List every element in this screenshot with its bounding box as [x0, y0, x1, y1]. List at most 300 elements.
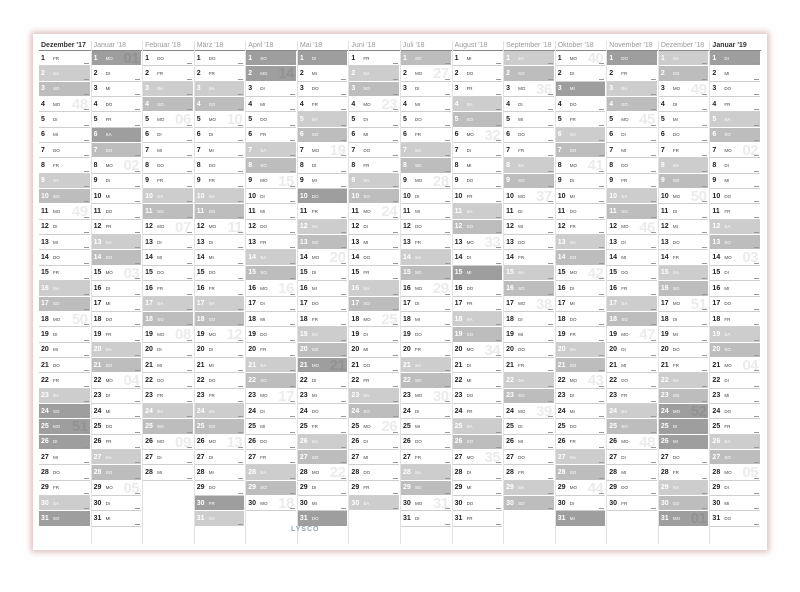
- weekday-label: MO: [672, 301, 681, 307]
- week-number: 05: [742, 465, 758, 481]
- day-number: 16: [351, 284, 360, 292]
- day-cell: [143, 389, 193, 404]
- note-line: [702, 171, 707, 172]
- weekday-label: SA: [672, 377, 679, 383]
- week-number: 27: [432, 66, 449, 82]
- day-cell: [143, 158, 193, 173]
- month-title: März '18: [195, 41, 246, 51]
- day-cell: [246, 496, 296, 511]
- day-number: 16: [506, 284, 514, 292]
- note-line: [84, 201, 89, 202]
- day-cell: [92, 97, 142, 112]
- week-number: 34: [484, 342, 501, 358]
- note-line: [393, 401, 398, 402]
- weekday-label: DO: [260, 224, 268, 230]
- day-number: 23: [403, 392, 411, 400]
- weekday-label: FR: [105, 439, 112, 445]
- note-line: [393, 79, 398, 80]
- day-cell: [607, 174, 657, 189]
- day-number: 17: [351, 300, 360, 308]
- weekday-label: SO: [518, 285, 525, 291]
- day-cell: [504, 297, 554, 312]
- note-line: [599, 201, 604, 202]
- day-cell: [504, 66, 554, 81]
- day-cell: [453, 327, 503, 342]
- note-line: [238, 155, 243, 156]
- day-cell: [143, 312, 193, 327]
- weekday-label: SO: [260, 270, 267, 276]
- day-cell: [298, 435, 348, 450]
- day-cell: [195, 82, 245, 97]
- note-line: [84, 416, 89, 417]
- weekday-label: DO: [363, 147, 371, 153]
- day-cell: [246, 82, 296, 97]
- weekday-label: FR: [569, 439, 576, 445]
- day-number: 3: [454, 85, 459, 93]
- day-number: 10: [609, 192, 618, 200]
- weekday-label: DI: [208, 132, 214, 138]
- day-number: 12: [506, 223, 514, 231]
- note-line: [702, 447, 707, 448]
- day-number: 25: [41, 422, 49, 430]
- day-number: 14: [93, 254, 102, 262]
- day-number: 22: [248, 376, 257, 384]
- day-cell: [504, 235, 554, 250]
- note-line: [702, 370, 707, 371]
- note-line: [341, 493, 346, 494]
- note-line: [702, 478, 707, 479]
- day-cell: [195, 419, 245, 434]
- note-line: [187, 63, 192, 64]
- day-cell: [92, 389, 142, 404]
- day-cell: [246, 51, 296, 66]
- note-line: [238, 386, 243, 387]
- month-title: Mai '18: [298, 41, 349, 51]
- week-number: 17: [278, 388, 294, 404]
- note-line: [445, 171, 450, 172]
- note-line: [754, 309, 759, 310]
- note-line: [135, 140, 140, 141]
- week-number: 02: [123, 158, 140, 174]
- weekday-label: MO: [466, 454, 474, 460]
- day-cell: [607, 112, 657, 127]
- day-cell: [401, 297, 451, 312]
- note-line: [548, 155, 553, 156]
- day-cell: [195, 51, 245, 66]
- note-line: [238, 201, 243, 202]
- weekday-label: DI: [53, 331, 58, 337]
- day-cell: [349, 450, 399, 465]
- day-cell: [659, 250, 709, 265]
- note-line: [599, 370, 604, 371]
- day-cell: [349, 281, 399, 296]
- note-line: [393, 94, 398, 95]
- note-line: [754, 171, 759, 172]
- note-line: [84, 524, 89, 525]
- weekday-label: SA: [311, 117, 318, 123]
- day-number: 21: [403, 361, 411, 369]
- weekday-label: SO: [53, 301, 60, 307]
- note-line: [754, 109, 759, 110]
- day-cell: [349, 343, 399, 358]
- day-cell: [453, 465, 503, 480]
- day-cell: [39, 66, 90, 81]
- weekday-label: MI: [621, 362, 627, 368]
- day-number: 30: [454, 499, 463, 507]
- day-number: 7: [248, 146, 253, 154]
- day-cell: [453, 496, 503, 511]
- note-line: [393, 340, 398, 341]
- day-number: 10: [299, 192, 308, 200]
- day-cell: [504, 312, 554, 327]
- day-cell: [195, 189, 245, 204]
- note-line: [238, 140, 243, 141]
- weekday-label: MI: [415, 316, 420, 322]
- weekday-label: DI: [415, 86, 420, 92]
- day-number: 12: [93, 223, 102, 231]
- weekday-label: SA: [363, 285, 370, 291]
- day-cell: [195, 373, 245, 388]
- weekday-label: SA: [157, 86, 164, 92]
- note-line: [187, 416, 192, 417]
- weekday-label: SA: [53, 285, 60, 291]
- weekday-label: DO: [621, 55, 629, 61]
- day-cell: [556, 511, 606, 526]
- weekday-label: MI: [724, 178, 730, 184]
- day-cell: [453, 281, 503, 296]
- day-cell: [504, 373, 554, 388]
- note-line: [445, 263, 450, 264]
- week-number: 11: [227, 219, 243, 236]
- note-line: [290, 94, 295, 95]
- weekday-label: DI: [466, 469, 472, 475]
- day-number: 2: [41, 70, 45, 78]
- day-number: 9: [41, 177, 45, 185]
- day-cell: [39, 450, 90, 465]
- day-cell: [710, 465, 760, 480]
- weekday-label: MI: [311, 71, 317, 77]
- day-number: 13: [609, 238, 618, 246]
- day-cell: [246, 358, 296, 373]
- day-cell: [401, 343, 451, 358]
- day-number: 26: [248, 438, 257, 446]
- weekday-label: MO: [363, 209, 371, 215]
- day-cell: [453, 450, 503, 465]
- day-number: 18: [93, 315, 102, 323]
- weekday-label: DI: [363, 117, 368, 123]
- day-number: 20: [557, 346, 566, 354]
- weekday-label: SO: [105, 469, 113, 475]
- day-cell: [92, 82, 142, 97]
- day-number: 4: [660, 100, 665, 108]
- day-number: 22: [557, 376, 566, 384]
- day-cell: [401, 358, 451, 373]
- day-number: 20: [196, 346, 205, 354]
- day-number: 24: [248, 407, 257, 415]
- day-number: 17: [557, 300, 566, 308]
- day-cell: [195, 450, 245, 465]
- note-line: [238, 109, 243, 110]
- day-number: 26: [557, 438, 566, 446]
- day-cell: [349, 389, 399, 404]
- day-cell: [401, 51, 451, 66]
- day-number: 7: [454, 146, 459, 154]
- note-line: [238, 324, 243, 325]
- day-cell: [195, 481, 245, 496]
- day-cell: [298, 389, 348, 404]
- day-number: 12: [454, 223, 463, 231]
- day-cell: [246, 419, 296, 434]
- day-cell: [710, 143, 760, 158]
- day-number: 28: [609, 468, 618, 476]
- day-cell: [504, 404, 554, 419]
- day-number: 6: [41, 131, 45, 139]
- note-line: [651, 416, 656, 417]
- month-column: [348, 41, 400, 544]
- day-cell: [453, 112, 503, 127]
- note-line: [135, 294, 140, 295]
- note-line: [290, 478, 295, 479]
- day-cell: [401, 281, 451, 296]
- note-line: [187, 355, 192, 356]
- day-number: 13: [248, 238, 257, 246]
- weekday-label: DI: [415, 301, 420, 307]
- weekday-label: DO: [569, 209, 577, 215]
- day-number: 5: [454, 116, 459, 124]
- note-line: [187, 401, 192, 402]
- week-number: 12: [226, 327, 243, 343]
- weekday-label: DO: [53, 469, 60, 475]
- day-cell: [39, 511, 90, 526]
- day-number: 15: [93, 269, 102, 277]
- day-number: 6: [196, 131, 201, 139]
- weekday-label: SO: [363, 193, 370, 199]
- day-number: 30: [506, 499, 514, 507]
- note-line: [651, 401, 656, 402]
- day-cell: [453, 174, 503, 189]
- weekday-label: SA: [724, 331, 731, 337]
- day-cell: [195, 312, 245, 327]
- weekday-label: DO: [157, 270, 164, 276]
- weekday-label: SO: [672, 178, 680, 184]
- weekday-label: SA: [311, 331, 318, 337]
- note-line: [290, 125, 295, 126]
- weekday-label: FR: [621, 393, 628, 399]
- note-line: [445, 386, 450, 387]
- note-line: [290, 370, 295, 371]
- weekday-label: DO: [415, 117, 422, 123]
- day-cell: [298, 97, 348, 112]
- day-number: 24: [712, 407, 721, 415]
- weekday-label: DO: [621, 270, 629, 276]
- weekday-label: MI: [415, 423, 420, 429]
- day-number: 17: [248, 300, 257, 308]
- day-number: 4: [454, 100, 459, 108]
- note-line: [393, 186, 398, 187]
- day-number: 16: [454, 284, 463, 292]
- note-line: [187, 324, 192, 325]
- day-cell: [710, 496, 760, 511]
- day-cell: [195, 327, 245, 342]
- day-number: 8: [299, 162, 304, 170]
- weekday-label: DI: [724, 55, 729, 61]
- day-cell: [659, 404, 709, 419]
- note-line: [290, 263, 295, 264]
- weekday-label: FR: [157, 285, 164, 291]
- note-line: [341, 125, 346, 126]
- day-cell: [195, 174, 245, 189]
- day-cell: [349, 250, 399, 265]
- day-cell: [195, 389, 245, 404]
- weekday-label: FR: [621, 178, 628, 184]
- day-cell: [401, 220, 451, 235]
- day-cell: [298, 266, 348, 281]
- day-cell: [556, 112, 606, 127]
- month-column: [452, 41, 504, 544]
- weekday-label: MO: [363, 423, 371, 429]
- day-number: 12: [557, 223, 566, 231]
- weekday-label: DO: [518, 454, 525, 460]
- day-cell: [401, 373, 451, 388]
- note-line: [702, 217, 707, 218]
- day-number: 29: [506, 484, 514, 492]
- day-number: 21: [41, 361, 49, 369]
- day-cell: [453, 419, 503, 434]
- weekday-label: FR: [415, 347, 421, 353]
- day-cell: [298, 404, 348, 419]
- weekday-label: DO: [466, 500, 474, 506]
- day-number: 23: [196, 392, 205, 400]
- weekday-label: FR: [621, 500, 628, 506]
- day-cell: [504, 82, 554, 97]
- note-line: [84, 155, 89, 156]
- note-line: [393, 171, 398, 172]
- day-cell: [607, 66, 657, 81]
- weekday-label: DO: [621, 377, 629, 383]
- day-cell: [39, 51, 90, 66]
- day-number: 3: [712, 85, 717, 93]
- note-line: [651, 247, 656, 248]
- note-line: [187, 263, 192, 264]
- day-number: 19: [557, 330, 566, 338]
- note-line: [754, 462, 759, 463]
- note-line: [651, 370, 656, 371]
- day-number: 27: [712, 453, 721, 461]
- day-number: 13: [557, 238, 566, 246]
- weekday-label: SA: [518, 270, 525, 276]
- month-title: November '18: [607, 41, 658, 51]
- note-line: [754, 401, 759, 402]
- day-number: 27: [93, 453, 102, 461]
- day-number: 11: [506, 208, 514, 216]
- note-line: [445, 416, 450, 417]
- weekday-label: FR: [53, 163, 59, 169]
- note-line: [754, 355, 759, 356]
- day-cell: [39, 220, 90, 235]
- day-number: 31: [557, 514, 566, 522]
- day-number: 25: [351, 422, 360, 430]
- note-line: [599, 508, 604, 509]
- note-line: [445, 324, 450, 325]
- note-line: [445, 493, 450, 494]
- day-number: 1: [609, 54, 614, 62]
- weekday-label: DO: [53, 362, 60, 368]
- weekday-label: FR: [53, 270, 59, 276]
- note-line: [84, 493, 89, 494]
- day-number: 22: [403, 376, 411, 384]
- day-number: 23: [454, 392, 463, 400]
- weekday-label: SO: [157, 209, 164, 215]
- note-line: [84, 340, 89, 341]
- day-cell: [607, 220, 657, 235]
- day-number: 16: [41, 284, 49, 292]
- note-line: [290, 324, 295, 325]
- day-number: 4: [506, 100, 511, 108]
- weekday-label: DO: [260, 331, 268, 337]
- day-number: 5: [506, 116, 511, 124]
- weekday-label: SO: [621, 316, 628, 322]
- day-number: 29: [609, 484, 618, 492]
- weekday-label: SO: [415, 163, 422, 169]
- weekday-label: DO: [672, 347, 680, 353]
- day-number: 14: [299, 254, 308, 262]
- note-line: [702, 493, 707, 494]
- weekday-label: SO: [466, 439, 474, 445]
- day-number: 9: [145, 177, 150, 185]
- day-cell: [659, 235, 709, 250]
- day-number: 10: [660, 192, 669, 200]
- week-number: 48: [71, 97, 88, 113]
- note-line: [651, 94, 656, 95]
- note-line: [548, 355, 553, 356]
- day-cell: [556, 51, 606, 66]
- day-cell: [453, 97, 503, 112]
- note-line: [702, 79, 707, 80]
- week-number: 37: [536, 189, 552, 205]
- day-number: 19: [248, 330, 257, 338]
- day-cell: [143, 143, 193, 158]
- day-number: 30: [196, 499, 205, 507]
- day-number: 12: [145, 223, 153, 231]
- weekday-label: SO: [157, 316, 164, 322]
- day-number: 27: [299, 453, 308, 461]
- day-cell: [349, 312, 399, 327]
- weekday-label: SA: [105, 347, 112, 353]
- day-cell: [298, 312, 348, 327]
- weekday-label: MI: [672, 224, 678, 230]
- day-cell: [504, 220, 554, 235]
- weekday-label: SO: [518, 71, 525, 77]
- month-column: [194, 41, 246, 544]
- weekday-label: MO: [208, 439, 216, 445]
- day-cell: [246, 235, 296, 250]
- day-cell: [401, 496, 451, 511]
- weekday-label: FR: [311, 101, 318, 107]
- weekday-label: FR: [466, 515, 473, 521]
- day-cell: [92, 66, 142, 81]
- day-cell: [401, 404, 451, 419]
- day-cell: [504, 51, 554, 66]
- note-line: [496, 416, 501, 417]
- day-number: 12: [351, 223, 360, 231]
- note-line: [393, 263, 398, 264]
- note-line: [341, 63, 346, 64]
- weekday-label: SA: [518, 163, 525, 169]
- day-number: 29: [557, 484, 566, 492]
- weekday-label: MI: [260, 209, 266, 215]
- note-line: [341, 140, 346, 141]
- day-cell: [504, 128, 554, 143]
